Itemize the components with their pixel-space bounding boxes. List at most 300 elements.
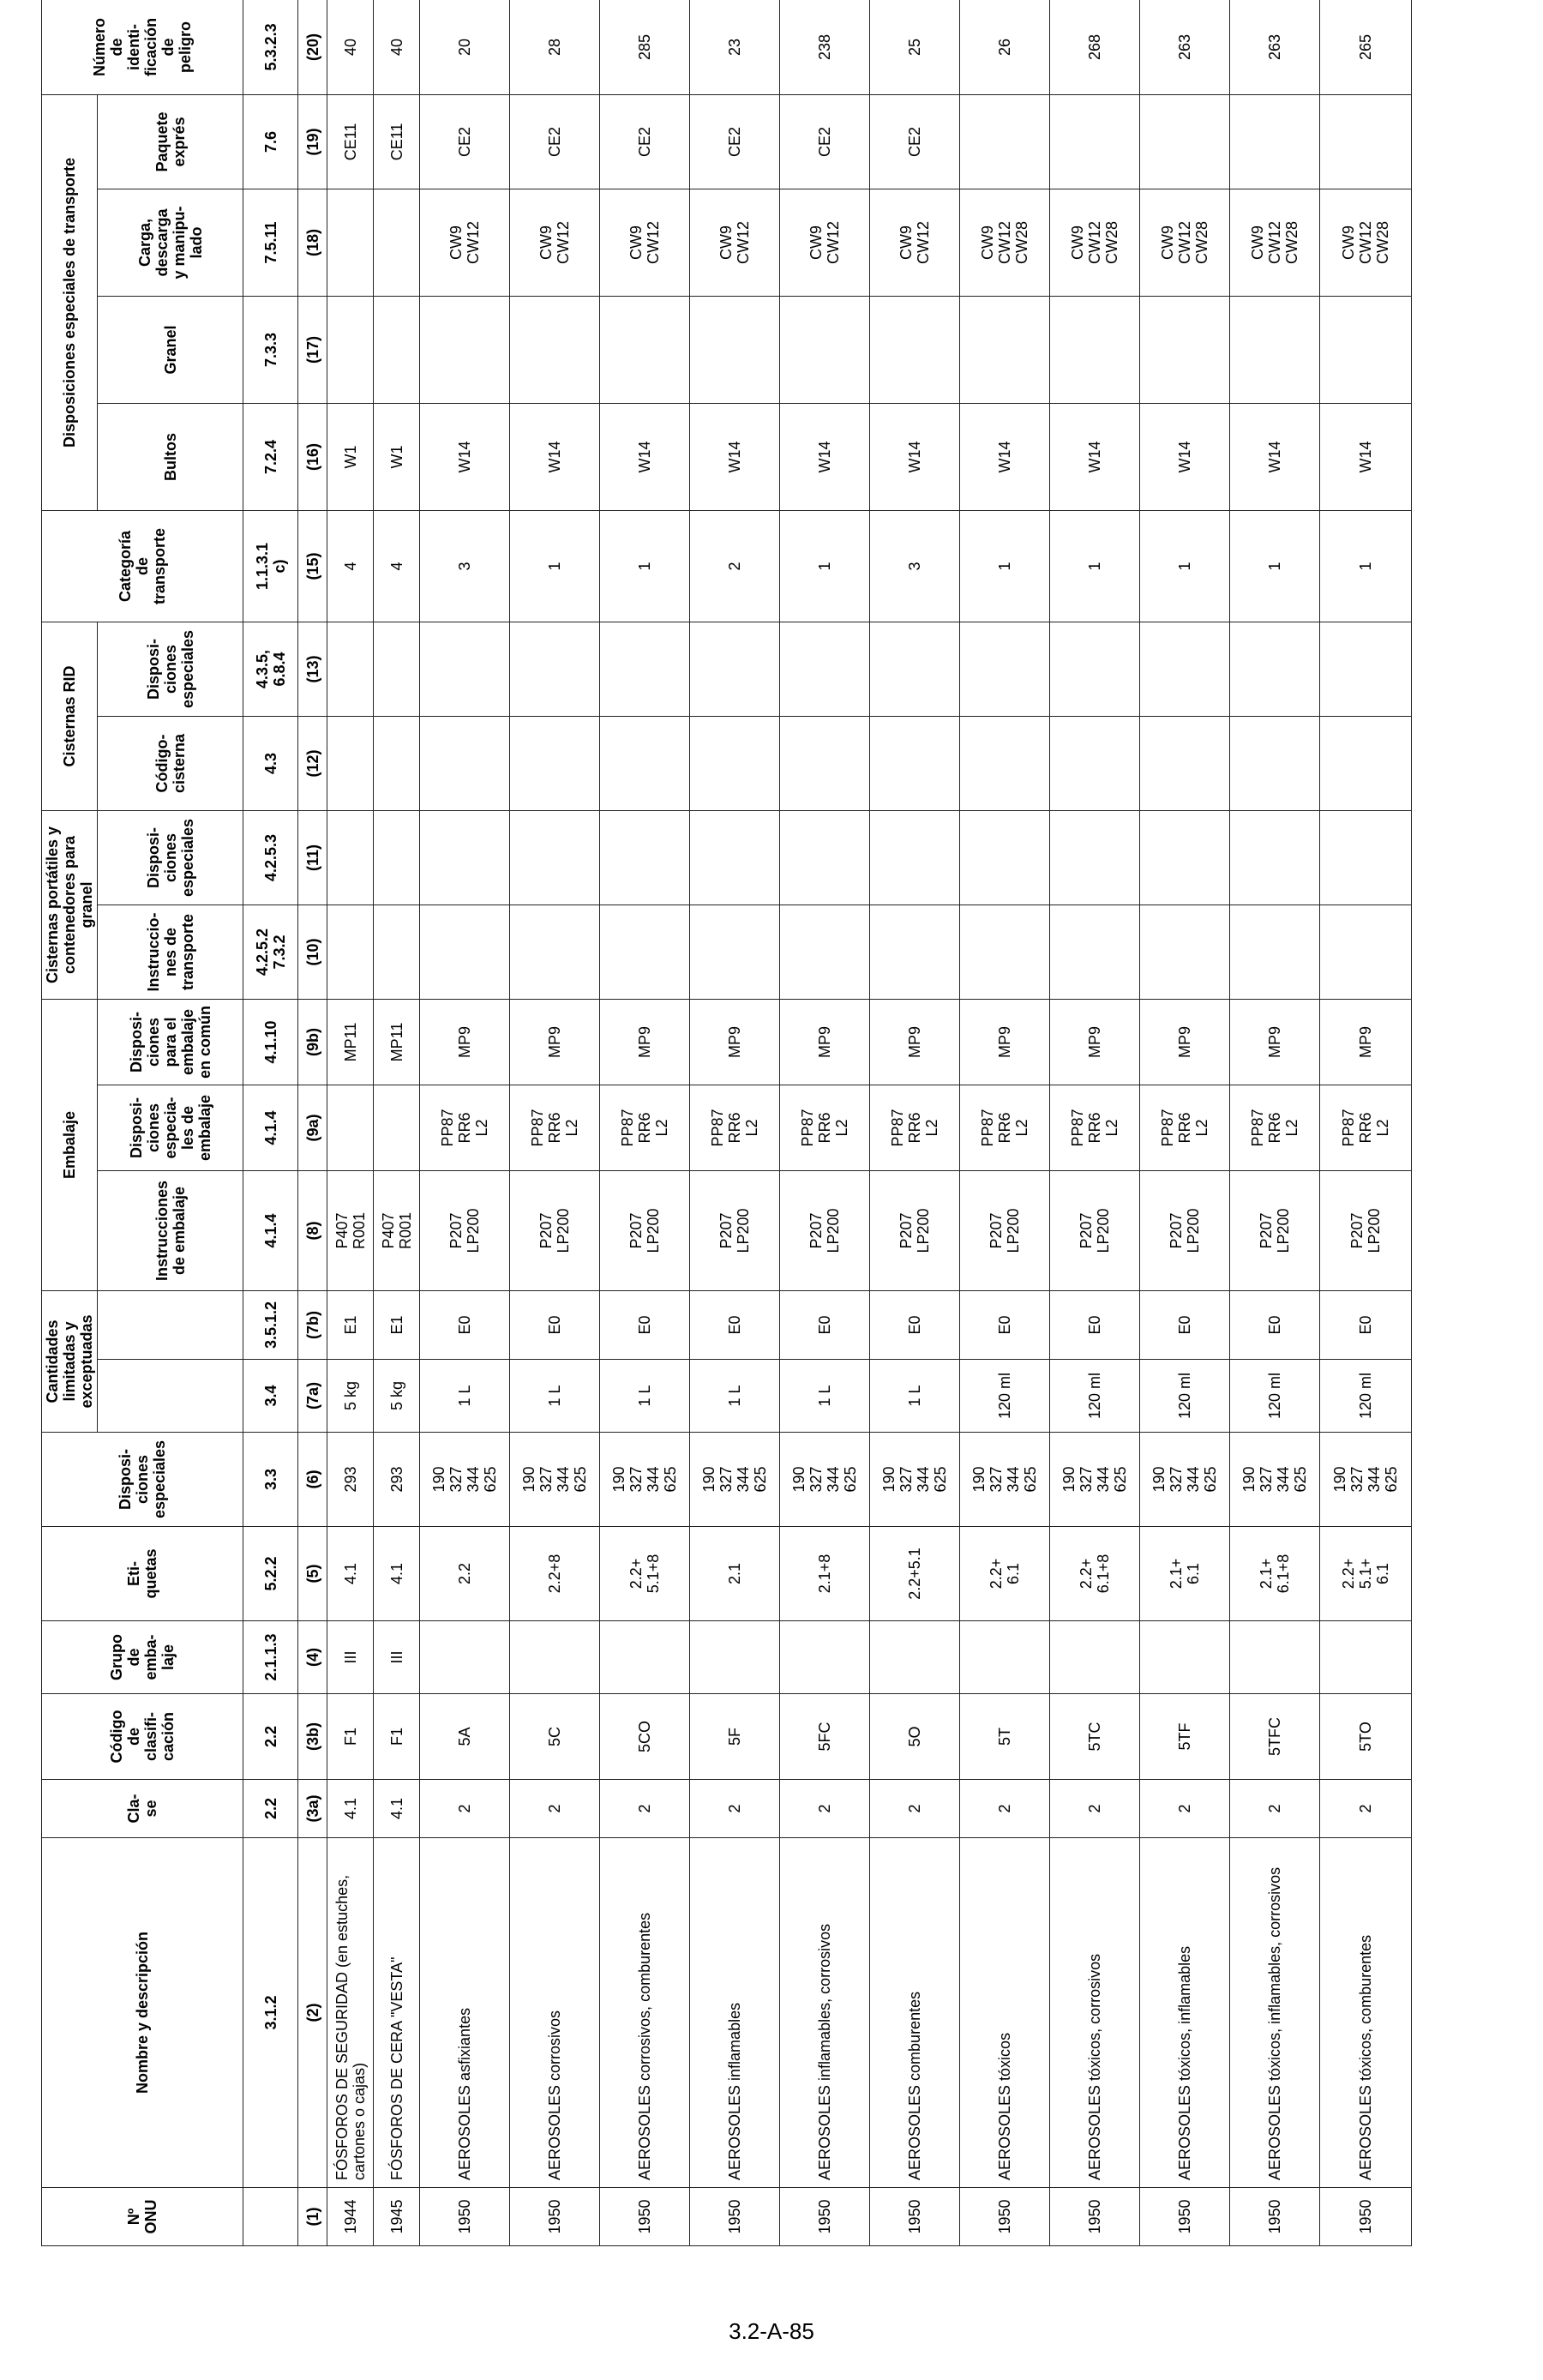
cell: 263 <box>1140 0 1230 94</box>
cell <box>1320 716 1412 810</box>
cell: CE2 <box>870 94 960 189</box>
header-pt-instructions: Instruccio- nes de transporte <box>98 905 243 999</box>
cell: 5.2.2 <box>243 1527 298 1621</box>
cell: 1 L <box>600 1360 690 1433</box>
cell: 5A <box>420 1694 510 1780</box>
cell <box>510 905 600 999</box>
cell: 1 <box>1140 510 1230 622</box>
cell: 5TC <box>1050 1694 1140 1780</box>
cell <box>870 905 960 999</box>
cell: 2.2+ 5.1+8 <box>600 1527 690 1621</box>
cell: F1 <box>327 1694 374 1780</box>
cell: E0 <box>1140 1291 1230 1360</box>
cell: 190 327 344 625 <box>420 1433 510 1527</box>
header-pt-special: Disposi- ciones especiales <box>98 810 243 905</box>
dangerous-goods-table <box>41 0 1412 2246</box>
cell: E1 <box>327 1291 374 1360</box>
cell <box>780 905 870 999</box>
cell <box>327 716 374 810</box>
cell: 2 <box>690 1780 780 1838</box>
cell: 3.1.2 <box>243 1838 298 2188</box>
cell: 1950 <box>1320 2188 1412 2246</box>
cell: W14 <box>960 403 1050 510</box>
header-rid-tanks: Cisternas RID <box>42 622 98 810</box>
cell: CW9 CW12 CW28 <box>1230 189 1320 296</box>
cell: AEROSOLES tóxicos, inflamables <box>1140 1838 1230 2188</box>
cell: 5T <box>960 1694 1050 1780</box>
cell: W14 <box>690 403 780 510</box>
cell <box>780 296 870 403</box>
cell: (4) <box>298 1621 327 1694</box>
cell: W1 <box>327 403 374 510</box>
cell <box>1050 810 1140 905</box>
cell: CE11 <box>327 94 374 189</box>
cell: CW9 CW12 CW28 <box>1140 189 1230 296</box>
cell <box>1050 905 1140 999</box>
cell: 2.2 <box>420 1527 510 1621</box>
cell <box>1140 905 1230 999</box>
cell: 120 ml <box>1320 1360 1412 1433</box>
cell: 4.1 <box>374 1780 420 1838</box>
cell: E0 <box>1230 1291 1320 1360</box>
cell: E0 <box>690 1291 780 1360</box>
header-special-packing: Disposi- ciones especia- les de embalaje <box>98 1085 243 1171</box>
cell: III <box>327 1621 374 1694</box>
cell <box>1140 1621 1230 1694</box>
cell: 190 327 344 625 <box>1140 1433 1230 1527</box>
cell <box>1320 94 1412 189</box>
cell: 120 ml <box>1050 1360 1140 1433</box>
cell: (15) <box>298 510 327 622</box>
cell: E0 <box>1320 1291 1412 1360</box>
cell: 238 <box>780 0 870 94</box>
cell: PP87 RR6 L2 <box>420 1085 510 1171</box>
rotated-table-area <box>41 0 1404 2246</box>
cell: 4.1 <box>374 1527 420 1621</box>
cell: CW9 CW12 <box>870 189 960 296</box>
cell: 2.2 <box>243 1780 298 1838</box>
cell <box>510 716 600 810</box>
cell: 2.2+ 6.1+8 <box>1050 1527 1140 1621</box>
header-un-no: Nº ONU <box>42 2188 243 2246</box>
table-row <box>374 0 420 2246</box>
header-transport-category: Categoría de transporte <box>42 510 243 622</box>
cell: 1950 <box>690 2188 780 2246</box>
cell: P207 LP200 <box>1230 1171 1320 1291</box>
cell: 1 <box>780 510 870 622</box>
cell: (20) <box>298 0 327 94</box>
cell: MP9 <box>1140 999 1230 1085</box>
cell: 5 kg <box>327 1360 374 1433</box>
cell: 2 <box>420 1780 510 1838</box>
header-special-transport: Disposiciones especiales de transporte <box>42 94 98 510</box>
cell: 1 <box>960 510 1050 622</box>
cell: W1 <box>374 403 420 510</box>
cell: AEROSOLES inflamables, corrosivos <box>780 1838 870 2188</box>
cell: (7a) <box>298 1360 327 1433</box>
cell: 190 327 344 625 <box>1230 1433 1320 1527</box>
cell <box>1320 296 1412 403</box>
cell: P207 LP200 <box>600 1171 690 1291</box>
cell: (19) <box>298 94 327 189</box>
cell <box>374 296 420 403</box>
cell <box>420 716 510 810</box>
header-special-provisions: Disposi- ciones especiales <box>42 1433 243 1527</box>
cell: 285 <box>600 0 690 94</box>
cell <box>327 810 374 905</box>
cell <box>600 1621 690 1694</box>
cell: 1 L <box>690 1360 780 1433</box>
header-hazard-id: Número de identi- ficación de peligro <box>42 0 243 94</box>
cell <box>1230 94 1320 189</box>
cell: 2 <box>1050 1780 1140 1838</box>
cell: (18) <box>298 189 327 296</box>
cell: 1.1.3.1 c) <box>243 510 298 622</box>
cell: (16) <box>298 403 327 510</box>
cell: 190 327 344 625 <box>1320 1433 1412 1527</box>
cell: PP87 RR6 L2 <box>960 1085 1050 1171</box>
cell: CW9 CW12 <box>420 189 510 296</box>
cell: 2 <box>870 1780 960 1838</box>
cell: PP87 RR6 L2 <box>690 1085 780 1171</box>
cell: 1 <box>600 510 690 622</box>
cell: 1950 <box>960 2188 1050 2246</box>
cell: CW9 CW12 CW28 <box>1320 189 1412 296</box>
cell <box>690 905 780 999</box>
cell: PP87 RR6 L2 <box>600 1085 690 1171</box>
cell: W14 <box>600 403 690 510</box>
cell <box>1050 94 1140 189</box>
cell <box>1320 905 1412 999</box>
header-eq-empty <box>98 1291 243 1360</box>
header-name: Nombre y descripción <box>42 1838 243 2188</box>
cell: 1 L <box>510 1360 600 1433</box>
cell <box>510 296 600 403</box>
cell: 4.2.5.3 <box>243 810 298 905</box>
cell: 293 <box>374 1433 420 1527</box>
cell: 4 <box>374 510 420 622</box>
cell <box>420 905 510 999</box>
cell: W14 <box>1230 403 1320 510</box>
cell <box>1050 716 1140 810</box>
cell: 263 <box>1230 0 1320 94</box>
cell: 1950 <box>870 2188 960 2246</box>
cell: 2.1+8 <box>780 1527 870 1621</box>
cell: 1 L <box>780 1360 870 1433</box>
cell <box>420 1621 510 1694</box>
cell: P207 LP200 <box>1140 1171 1230 1291</box>
cell: 5FC <box>780 1694 870 1780</box>
cell: AEROSOLES tóxicos, comburentes <box>1320 1838 1412 2188</box>
cell: E0 <box>960 1291 1050 1360</box>
cell: AEROSOLES asfixiantes <box>420 1838 510 2188</box>
cell <box>600 716 690 810</box>
cell: 5O <box>870 1694 960 1780</box>
cell <box>420 296 510 403</box>
cell: AEROSOLES comburentes <box>870 1838 960 2188</box>
cell: 190 327 344 625 <box>600 1433 690 1527</box>
table-row <box>690 0 780 2246</box>
cell <box>1140 94 1230 189</box>
cell: 1950 <box>1140 2188 1230 2246</box>
cell: AEROSOLES tóxicos, inflamables, corrosivos <box>1230 1838 1320 2188</box>
cell: (7b) <box>298 1291 327 1360</box>
cell <box>870 296 960 403</box>
cell: 4.1.10 <box>243 999 298 1085</box>
cell: AEROSOLES tóxicos, corrosivos <box>1050 1838 1140 2188</box>
cell: 2.1.1.3 <box>243 1621 298 1694</box>
header-portable-tanks: Cisternas portátiles y contenedores para granel <box>42 810 98 999</box>
cell: P207 LP200 <box>870 1171 960 1291</box>
cell: AEROSOLES corrosivos, comburentes <box>600 1838 690 2188</box>
cell: MP9 <box>960 999 1050 1085</box>
table-row <box>600 0 690 2246</box>
cell: P207 LP200 <box>1050 1171 1140 1291</box>
cell <box>1050 1621 1140 1694</box>
cell: E0 <box>600 1291 690 1360</box>
cell: (2) <box>298 1838 327 2188</box>
cell <box>1230 296 1320 403</box>
cell: 1944 <box>327 2188 374 2246</box>
cell <box>327 189 374 296</box>
cell: 5TF <box>1140 1694 1230 1780</box>
cell: (12) <box>298 716 327 810</box>
cell: 4.2.5.2 7.3.2 <box>243 905 298 999</box>
cell: W14 <box>510 403 600 510</box>
cell: (1) <box>298 2188 327 2246</box>
cell <box>1230 716 1320 810</box>
cell: 2 <box>1320 1780 1412 1838</box>
cell: 5TO <box>1320 1694 1412 1780</box>
cell: 2.2+ 5.1+ 6.1 <box>1320 1527 1412 1621</box>
cell: (9a) <box>298 1085 327 1171</box>
cell <box>780 810 870 905</box>
cell: 2 <box>1230 1780 1320 1838</box>
cell: P407 R001 <box>374 1171 420 1291</box>
cell: 1950 <box>600 2188 690 2246</box>
cell <box>1230 905 1320 999</box>
cell <box>374 1085 420 1171</box>
cell: MP9 <box>1320 999 1412 1085</box>
cell: 7.6 <box>243 94 298 189</box>
cell <box>1320 1621 1412 1694</box>
cell: FÓSFOROS DE CERA "VESTA" <box>374 1838 420 2188</box>
cell <box>960 716 1050 810</box>
cell: FÓSFOROS DE SEGURIDAD (en estuches, cartones o cajas) <box>327 1838 374 2188</box>
cell: P207 LP200 <box>510 1171 600 1291</box>
cell: 1950 <box>1230 2188 1320 2246</box>
cell: 3 <box>420 510 510 622</box>
table-row <box>1140 0 1230 2246</box>
cell <box>327 622 374 716</box>
cell: 2 <box>600 1780 690 1838</box>
cell: 293 <box>327 1433 374 1527</box>
cell: 1 L <box>420 1360 510 1433</box>
cell: 190 327 344 625 <box>690 1433 780 1527</box>
header-packing-group: Grupo de emba- laje <box>42 1621 243 1694</box>
cell: III <box>374 1621 420 1694</box>
cell <box>780 716 870 810</box>
cell: PP87 RR6 L2 <box>1050 1085 1140 1171</box>
cell: 3.5.1.2 <box>243 1291 298 1360</box>
cell: 4.1 <box>327 1780 374 1838</box>
cell: 190 327 344 625 <box>870 1433 960 1527</box>
cell: PP87 RR6 L2 <box>780 1085 870 1171</box>
cell <box>690 810 780 905</box>
cell: MP9 <box>510 999 600 1085</box>
cell: CE2 <box>780 94 870 189</box>
cell <box>1230 1621 1320 1694</box>
cell: 268 <box>1050 0 1140 94</box>
cell <box>600 810 690 905</box>
cell <box>870 810 960 905</box>
cell: E0 <box>1050 1291 1140 1360</box>
cell <box>960 810 1050 905</box>
header-express: Paquete exprés <box>98 94 243 189</box>
cell: 3.3 <box>243 1433 298 1527</box>
cell <box>960 296 1050 403</box>
cell <box>960 905 1050 999</box>
cell: (8) <box>298 1171 327 1291</box>
header-bulk: Granel <box>98 296 243 403</box>
cell: 1950 <box>420 2188 510 2246</box>
header-labels: Eti- quetas <box>42 1527 243 1621</box>
cell: CW9 CW12 <box>780 189 870 296</box>
cell: W14 <box>870 403 960 510</box>
cell: E1 <box>374 1291 420 1360</box>
cell <box>1320 622 1412 716</box>
cell <box>600 905 690 999</box>
cell: MP9 <box>420 999 510 1085</box>
cell <box>420 810 510 905</box>
cell: 5 kg <box>374 1360 420 1433</box>
cell: 1950 <box>780 2188 870 2246</box>
cell: 2.2+5.1 <box>870 1527 960 1621</box>
cell <box>243 2188 298 2246</box>
cell <box>327 1085 374 1171</box>
cell: 2.2 <box>243 1694 298 1780</box>
cell <box>1140 716 1230 810</box>
cell: PP87 RR6 L2 <box>1230 1085 1320 1171</box>
cell <box>600 622 690 716</box>
cell: MP9 <box>1050 999 1140 1085</box>
table-row <box>1320 0 1412 2246</box>
cell: CE11 <box>374 94 420 189</box>
cell: 190 327 344 625 <box>960 1433 1050 1527</box>
cell: MP9 <box>870 999 960 1085</box>
cell: (11) <box>298 810 327 905</box>
cell: (3a) <box>298 1780 327 1838</box>
cell: 40 <box>327 0 374 94</box>
cell: 23 <box>690 0 780 94</box>
cell: CW9 CW12 CW28 <box>960 189 1050 296</box>
header-packing-instructions: Instrucciones de embalaje <box>98 1171 243 1291</box>
cell: PP87 RR6 L2 <box>510 1085 600 1171</box>
cell: MP11 <box>374 999 420 1085</box>
cell: 4.3 <box>243 716 298 810</box>
cell <box>1230 622 1320 716</box>
cell: AEROSOLES tóxicos <box>960 1838 1050 2188</box>
cell: 265 <box>1320 0 1412 94</box>
cell: F1 <box>374 1694 420 1780</box>
cell <box>1230 810 1320 905</box>
table-row <box>420 0 510 2246</box>
cell: (17) <box>298 296 327 403</box>
cell <box>690 716 780 810</box>
table-row <box>1050 0 1140 2246</box>
cell: P207 LP200 <box>780 1171 870 1291</box>
cell <box>690 296 780 403</box>
cell: W14 <box>780 403 870 510</box>
cell: 1 L <box>870 1360 960 1433</box>
cell: W14 <box>1140 403 1230 510</box>
cell: 5C <box>510 1694 600 1780</box>
cell: 120 ml <box>1140 1360 1230 1433</box>
cell: 1 <box>510 510 600 622</box>
cell <box>510 622 600 716</box>
cell <box>1050 622 1140 716</box>
cell: MP11 <box>327 999 374 1085</box>
cell: 2.2+ 6.1 <box>960 1527 1050 1621</box>
cell: CE2 <box>600 94 690 189</box>
cell <box>780 622 870 716</box>
cell: W14 <box>420 403 510 510</box>
cell: 190 327 344 625 <box>780 1433 870 1527</box>
table-row <box>870 0 960 2246</box>
cell: P207 LP200 <box>420 1171 510 1291</box>
cell: 7.5.11 <box>243 189 298 296</box>
cell: 2.2+8 <box>510 1527 600 1621</box>
header-packaging: Embalaje <box>42 999 98 1290</box>
cell: PP87 RR6 L2 <box>1140 1085 1230 1171</box>
table-row <box>1230 0 1320 2246</box>
cell: CE2 <box>690 94 780 189</box>
cell <box>510 1621 600 1694</box>
cell: 5CO <box>600 1694 690 1780</box>
cell: 3.4 <box>243 1360 298 1433</box>
cell: 120 ml <box>1230 1360 1320 1433</box>
cell: 5F <box>690 1694 780 1780</box>
header-class: Cla- se <box>42 1780 243 1838</box>
cell <box>600 296 690 403</box>
cell: 2 <box>1140 1780 1230 1838</box>
cell: MP9 <box>780 999 870 1085</box>
cell: MP9 <box>1230 999 1320 1085</box>
cell: P207 LP200 <box>690 1171 780 1291</box>
cell <box>690 1621 780 1694</box>
reference-row <box>243 0 298 2246</box>
cell: 1 <box>1230 510 1320 622</box>
cell <box>1140 810 1230 905</box>
cell: 2.1+ 6.1+8 <box>1230 1527 1320 1621</box>
cell <box>327 296 374 403</box>
table-row <box>960 0 1050 2246</box>
cell: E0 <box>780 1291 870 1360</box>
cell: 190 327 344 625 <box>1050 1433 1140 1527</box>
cell <box>374 622 420 716</box>
cell: 1950 <box>1050 2188 1140 2246</box>
cell: E0 <box>420 1291 510 1360</box>
cell: 2 <box>960 1780 1050 1838</box>
cell: (9b) <box>298 999 327 1085</box>
cell <box>1050 296 1140 403</box>
cell: 2 <box>510 1780 600 1838</box>
header-tank-code: Código- cisterna <box>98 716 243 810</box>
cell: 5.3.2.3 <box>243 0 298 94</box>
cell: MP9 <box>600 999 690 1085</box>
cell: 20 <box>420 0 510 94</box>
cell: CE2 <box>420 94 510 189</box>
